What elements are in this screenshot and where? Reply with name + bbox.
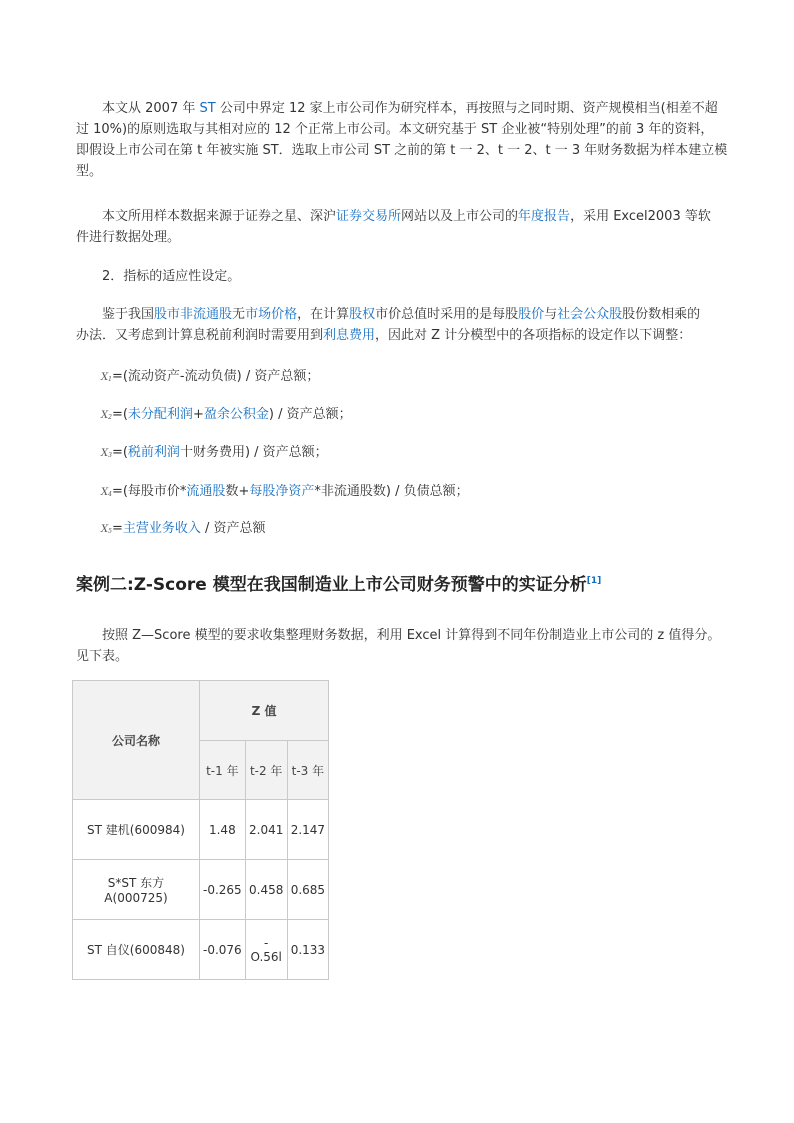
link-main-business-revenue[interactable]: 主营业务收入 bbox=[122, 521, 201, 536]
header-year: t-1 年 bbox=[200, 741, 246, 800]
value-cell: -0.265 bbox=[200, 860, 246, 920]
header-z-value: Z 值 bbox=[200, 681, 329, 741]
link-stock-exchange[interactable]: 证券交易所 bbox=[336, 209, 402, 224]
table-row bbox=[73, 860, 329, 920]
value-cell: 0.458 bbox=[245, 860, 287, 920]
table-row bbox=[73, 800, 329, 860]
formula-x1: $X_1=$(流动资产-流动负债) / 资产总额； bbox=[101, 369, 320, 384]
paragraph-data-source bbox=[76, 206, 720, 248]
reference-link[interactable]: [1] bbox=[586, 576, 602, 586]
text-line: 型。 bbox=[76, 164, 103, 179]
table-header-row bbox=[73, 681, 329, 741]
formula-x2: $X_2=$(未分配利润+盈余公积金) / 资产总额； bbox=[101, 407, 352, 422]
link-interest-expense[interactable]: 利息费用 bbox=[323, 328, 376, 343]
text-line: 按照 Z—Score 模型的要求收集整理财务数据，利用 Excel 计算得到不同年份制造业上市公司的 z 值得分。 bbox=[102, 628, 721, 643]
paragraph-indicator-adjustment bbox=[76, 304, 720, 346]
value-cell: -0.076 bbox=[200, 920, 246, 980]
link-tradable-shares[interactable]: 流通股 bbox=[186, 484, 226, 499]
header-year: t-3 年 bbox=[287, 741, 328, 800]
value-cell: -O.56l bbox=[245, 920, 287, 980]
link-net-assets-per-share[interactable]: 每股净资产 bbox=[249, 484, 315, 499]
link-surplus-reserve[interactable]: 盈余公积金 bbox=[203, 407, 269, 422]
value-cell: 2.041 bbox=[245, 800, 287, 860]
company-cell: ST 自仪(600848) bbox=[73, 920, 200, 980]
text-line: 件进行数据处理。 bbox=[76, 230, 181, 245]
formula-x3: $X_3=$(税前利润十财务费用) / 资产总额； bbox=[101, 445, 328, 460]
link-stock-market[interactable]: 股市 bbox=[154, 307, 181, 322]
link-pretax-profit[interactable]: 税前利润 bbox=[127, 445, 180, 460]
link-st[interactable]: ST bbox=[199, 101, 216, 116]
text-line: 鉴于我国股市非流通股无市场价格，在计算股权市价总值时采用的是每股股价与社会公众股股份数相乘的 bbox=[102, 307, 701, 322]
link-share-price[interactable]: 股价 bbox=[518, 307, 545, 322]
text-line: 本文从 2007 年 ST 公司中界定 12 家上市公司作为研究样本，再按照与之同时期、资产规模相当(相差不超 bbox=[102, 101, 718, 116]
value-cell: 2.147 bbox=[287, 800, 328, 860]
link-non-tradable-shares[interactable]: 非流通股 bbox=[180, 307, 233, 322]
variable-symbol: $X_1$ bbox=[101, 372, 112, 383]
variable-symbol: $X_4$ bbox=[101, 487, 112, 498]
text-line: 办法．又考虑到计算息税前利润时需要用到利息费用，因此对 Z 计分模型中的各项指标的设定作以下调整： bbox=[76, 328, 692, 343]
text-line: 过 10%)的原则选取与其相对应的 12 个正常上市公司。本文研究基于 ST 企业被“特别处理”的前 3 年的资料， bbox=[76, 122, 714, 137]
text-line: 即假设上市公司在第 t 年被实施 ST．选取上市公司 ST 之前的第 t 一 2、t 一 2、t 一 3 年财务数据为样本建立模 bbox=[76, 143, 728, 158]
link-public-shares[interactable]: 社会公众股 bbox=[557, 307, 623, 322]
variable-symbol: $X_5$ bbox=[101, 524, 112, 535]
value-cell: 1.48 bbox=[200, 800, 246, 860]
section-heading: 案例二:Z-Score 模型在我国制造业上市公司财务预警中的实证分析[1] bbox=[76, 575, 602, 595]
company-cell: S*ST 东方 A(000725) bbox=[73, 860, 200, 920]
link-market-price[interactable]: 市场价格 bbox=[245, 307, 298, 322]
variable-symbol: $X_2$ bbox=[101, 410, 112, 421]
formula-x5: $X_5=$主营业务收入 / 资产总额 bbox=[101, 521, 266, 536]
value-cell: 0.685 bbox=[287, 860, 328, 920]
company-cell: ST 建机(600984) bbox=[73, 800, 200, 860]
formula-x4: $X_4=$(每股市价*流通股数+每股净资产*非流通股数) / 负债总额； bbox=[101, 484, 469, 499]
text-line: 2．指标的适应性设定。 bbox=[102, 269, 241, 284]
value-cell: 0.133 bbox=[287, 920, 328, 980]
z-value-table bbox=[72, 680, 329, 980]
header-year: t-2 年 bbox=[245, 741, 287, 800]
link-annual-report[interactable]: 年度报告 bbox=[518, 209, 571, 224]
variable-symbol: $X_3$ bbox=[101, 448, 112, 459]
header-company-name: 公司名称 bbox=[73, 681, 200, 800]
link-retained-earnings[interactable]: 未分配利润 bbox=[127, 407, 193, 422]
paragraph-sample-selection bbox=[76, 98, 728, 182]
table-row bbox=[73, 920, 329, 980]
text-line: 本文所用样本数据来源于证券之星、深沪证券交易所网站以及上市公司的年度报告，采用 Excel2003 等软 bbox=[102, 209, 711, 224]
link-equity[interactable]: 股权 bbox=[349, 307, 376, 322]
paragraph-indicator-title bbox=[76, 266, 720, 287]
paragraph-z-score-intro bbox=[76, 625, 720, 667]
text-line: 见下表。 bbox=[76, 649, 129, 664]
